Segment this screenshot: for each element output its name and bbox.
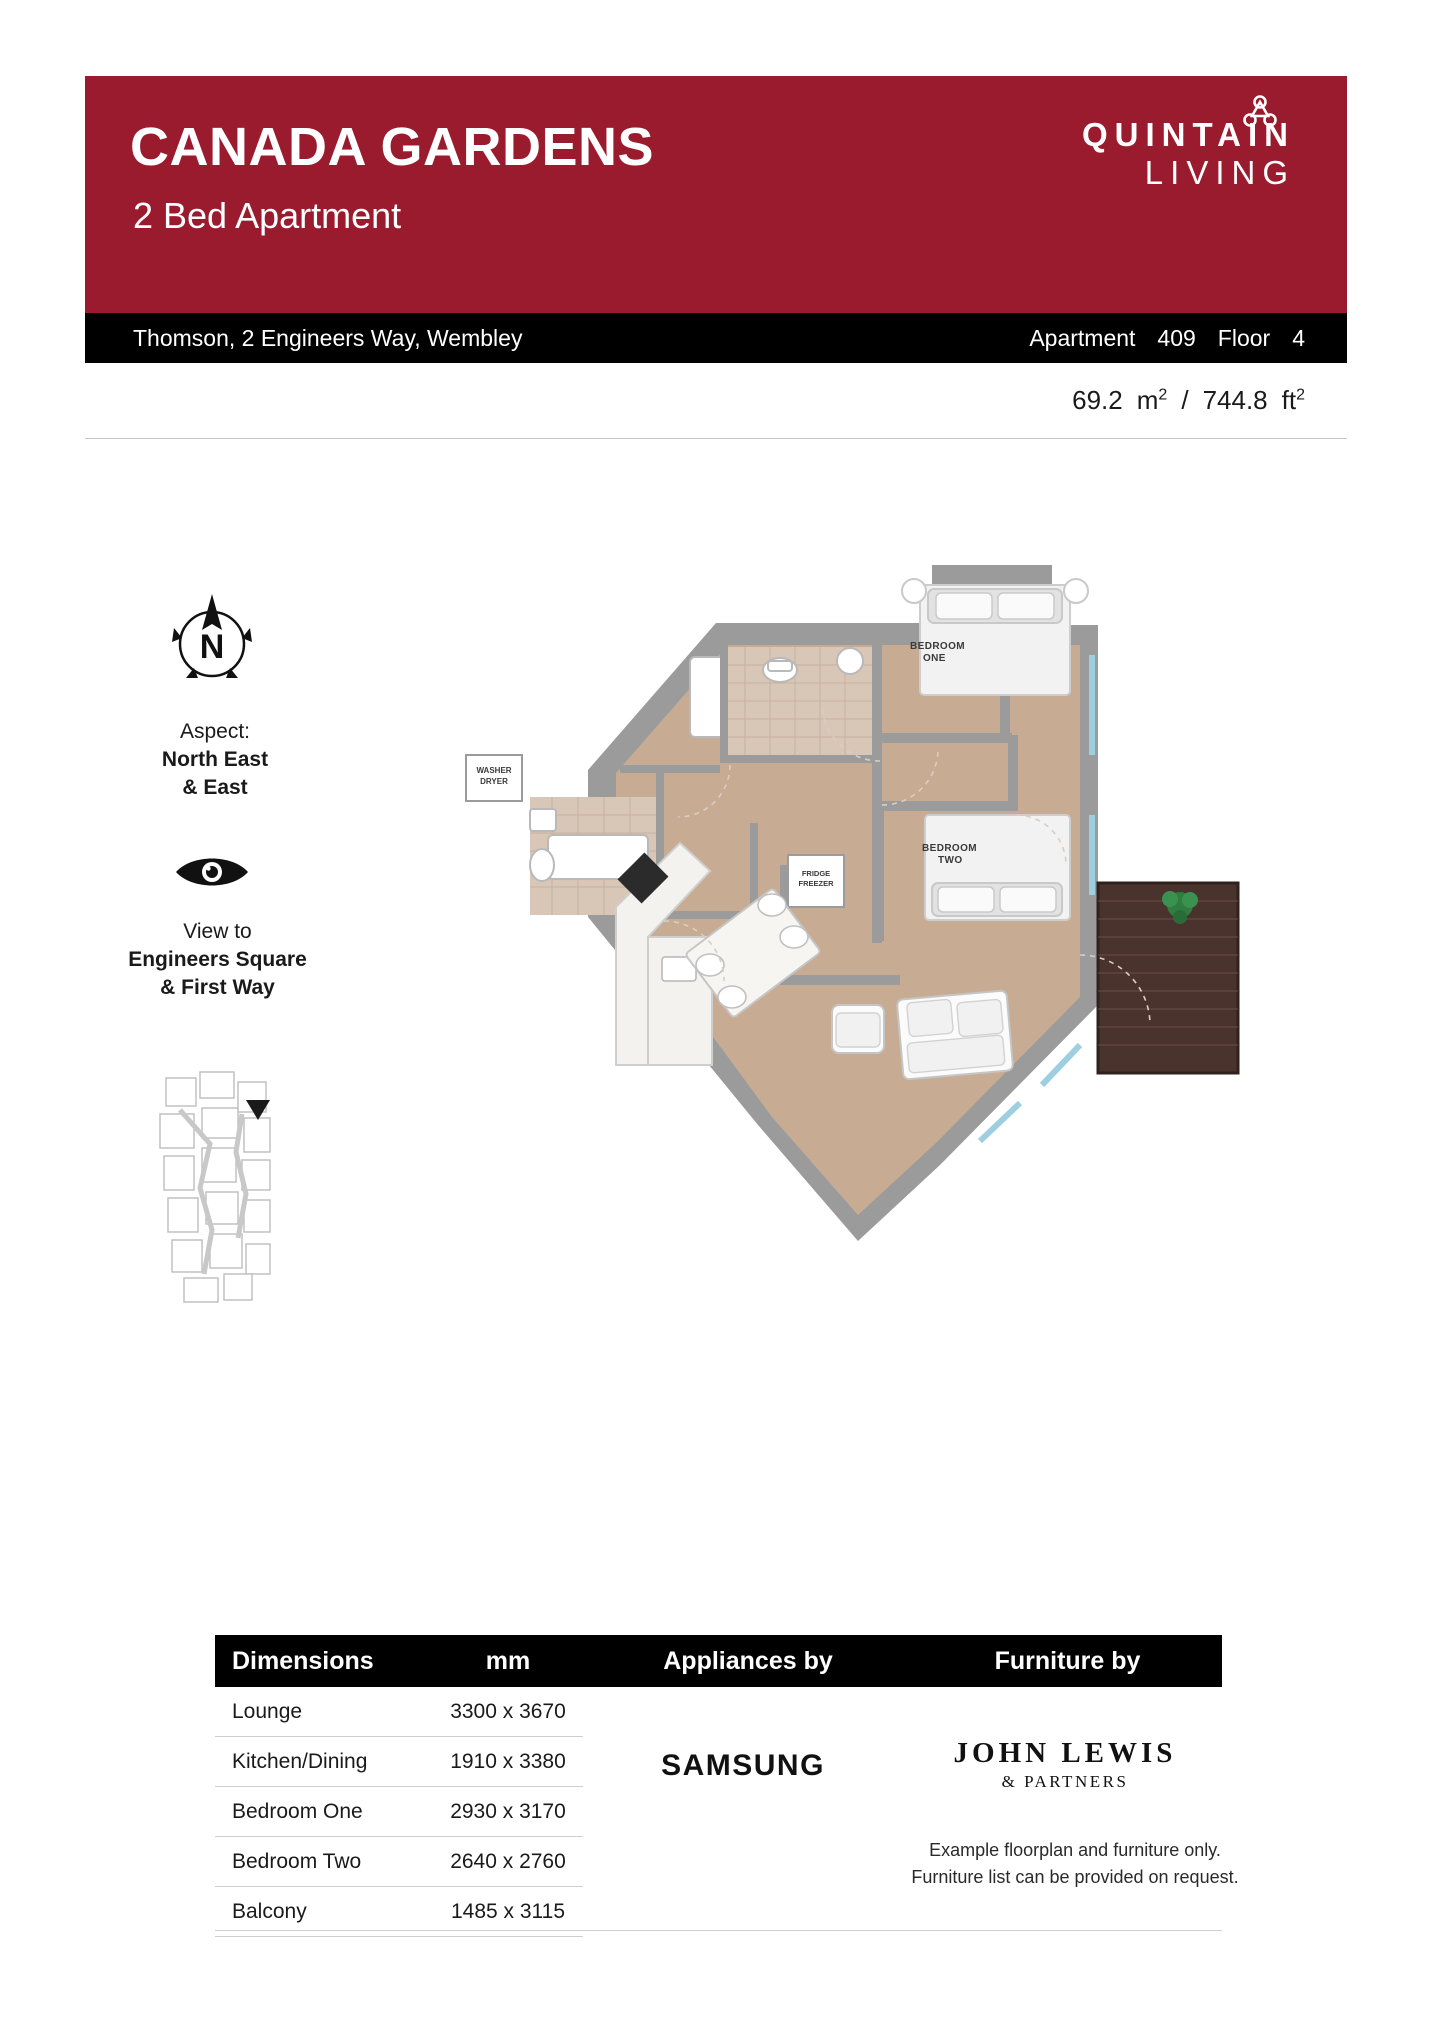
- room-dimension: 2930 x 3170: [450, 1799, 566, 1823]
- table-header-row: [215, 1635, 1222, 1687]
- area-separator: /: [1181, 385, 1189, 415]
- area-imperial-value: 744.8: [1202, 385, 1268, 415]
- bedroom-two-label: BEDROOM: [922, 843, 978, 854]
- col-mm-header: mm: [485, 1646, 531, 1675]
- disclaimer-note: [775, 1837, 1375, 1891]
- washer-dryer-unit: [466, 755, 522, 801]
- basin-two: [530, 809, 556, 831]
- aspect-label: Aspect:: [179, 720, 251, 743]
- apartment-number: 409: [1157, 325, 1196, 351]
- aspect-value-1: North East: [161, 747, 269, 771]
- disclaimer-line-2: Furniture list can be provided on request.: [911, 1867, 1239, 1887]
- area-metric-unit: $m^2$: [1136, 385, 1168, 415]
- apartment-label: Apartment: [1029, 325, 1136, 351]
- bottom-divider: [215, 1930, 1222, 1931]
- area-text: [1072, 385, 1305, 416]
- brand-name-secondary: LIVING: [1144, 153, 1295, 191]
- bedroom-one-furniture: [902, 579, 1088, 695]
- aspect-block: [120, 718, 310, 802]
- area-metric-value: 69.2: [1072, 385, 1123, 415]
- brand-logo-block: [1082, 116, 1295, 192]
- room-name: Balcony: [232, 1899, 307, 1923]
- apartment-floorplan: [380, 565, 1320, 1285]
- view-value-2: & First Way: [160, 975, 275, 999]
- floor-number: 4: [1292, 325, 1305, 351]
- svg-text:FREEZER: FREEZER: [798, 879, 834, 888]
- furniture-brand-logo: [915, 1737, 1215, 1792]
- fridge-freezer-unit: [788, 855, 844, 907]
- bedroom-two-furniture: [925, 815, 1070, 920]
- page-subtitle: 2 Bed Apartment: [133, 195, 402, 236]
- table-row: [215, 1837, 583, 1887]
- address-text: Thomson, 2 Engineers Way, Wembley: [133, 325, 523, 351]
- svg-text:FRIDGE: FRIDGE: [801, 869, 831, 878]
- apartment-info: [1029, 325, 1305, 352]
- room-dimension: 1485 x 3115: [450, 1899, 566, 1923]
- eye-icon: [172, 852, 252, 892]
- room-name: Kitchen/Dining: [232, 1749, 368, 1773]
- col-dimensions-header: Dimensions: [232, 1646, 374, 1675]
- details-table: [215, 1635, 1239, 1937]
- header-banner: [85, 76, 1347, 313]
- col-appliances-header: Appliances by: [663, 1646, 833, 1675]
- furniture-brand-primary: JOHN LEWIS: [953, 1737, 1177, 1769]
- brand-name-primary: QUINTAIN: [1081, 116, 1295, 153]
- svg-text:WASHER: WASHER: [476, 766, 512, 775]
- address-bar: [85, 313, 1347, 363]
- table-row: [215, 1787, 583, 1837]
- furniture-brand-secondary: & PARTNERS: [1001, 1772, 1129, 1791]
- site-key-plan: [150, 1068, 290, 1308]
- svg-text:TWO: TWO: [938, 855, 963, 866]
- room-name: Lounge: [232, 1699, 303, 1723]
- view-block: [100, 918, 335, 1002]
- quintain-trefoil-icon: [1237, 94, 1283, 140]
- svg-text:ONE: ONE: [923, 653, 946, 664]
- aspect-value-2: & East: [182, 775, 248, 799]
- svg-text:DRYER: DRYER: [480, 777, 508, 786]
- room-name: Bedroom One: [232, 1799, 363, 1823]
- view-value-1: Engineers Square: [128, 947, 307, 971]
- table-row: [215, 1737, 583, 1787]
- area-imperial-unit: $ft^2$: [1281, 385, 1305, 415]
- bathtub-one: [690, 657, 724, 737]
- dimension-rows: [215, 1687, 583, 1937]
- table-body: [215, 1687, 1239, 1937]
- bedroom-one-label: BEDROOM: [910, 641, 966, 652]
- room-dimension: 3300 x 3670: [450, 1699, 566, 1723]
- room-dimension: 1910 x 3380: [450, 1749, 566, 1773]
- compass-icon: [160, 590, 264, 694]
- wc-two: [530, 849, 554, 881]
- col-furniture-header: Furniture by: [994, 1646, 1141, 1675]
- room-dimension: 2640 x 2760: [450, 1849, 566, 1873]
- floor-label: Floor: [1217, 325, 1271, 351]
- area-row: [85, 363, 1347, 439]
- disclaimer-line-1: Example floorplan and furniture only.: [929, 1840, 1221, 1860]
- room-name: Bedroom Two: [232, 1849, 362, 1873]
- svg-text:N: N: [199, 628, 225, 666]
- table-row: [215, 1687, 583, 1737]
- appliance-brand-logo: SAMSUNG: [661, 1749, 825, 1782]
- basin-one: [837, 648, 863, 674]
- page-title: CANADA GARDENS: [130, 117, 655, 177]
- view-label: View to: [183, 920, 252, 943]
